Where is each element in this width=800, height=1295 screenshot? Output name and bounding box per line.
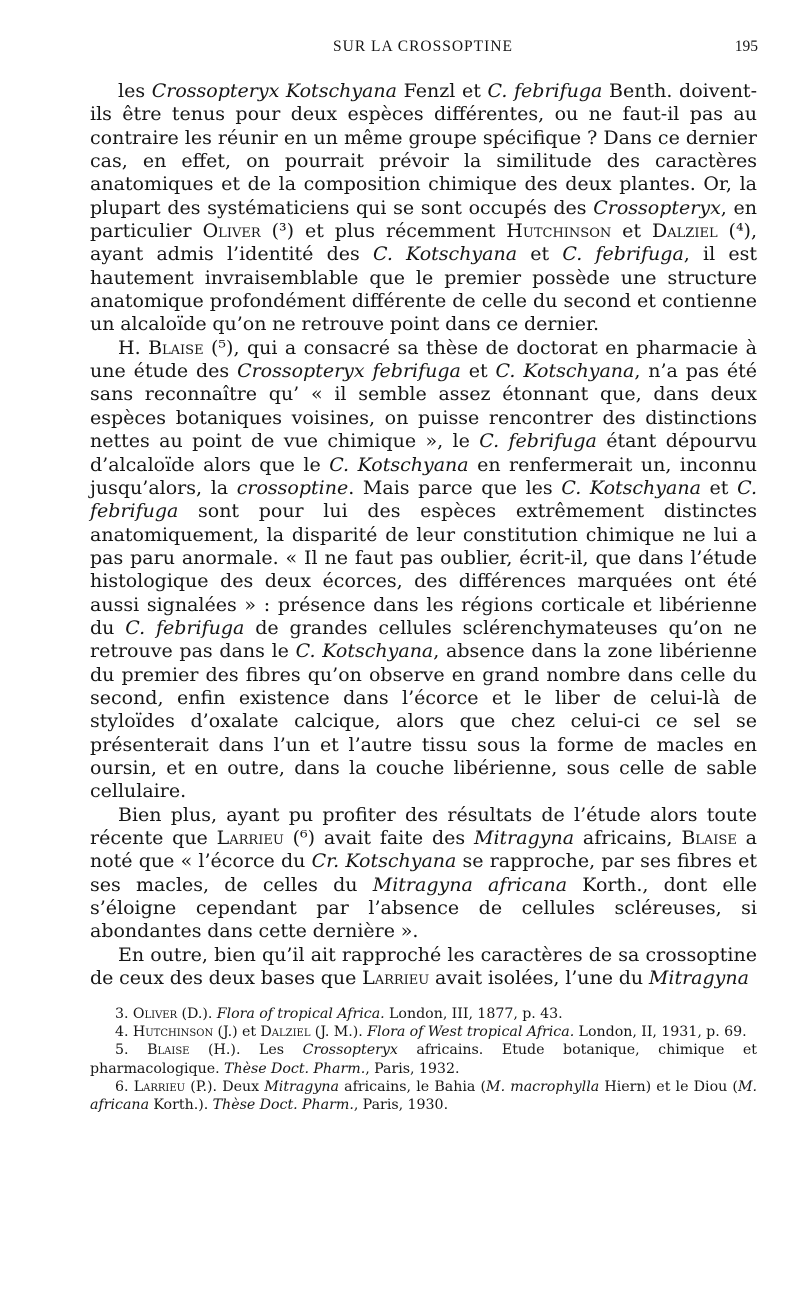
- text-run: , en particulier: [90, 196, 757, 243]
- italic-term: Mitragyna: [474, 827, 575, 849]
- italic-term: Mitragyna: [264, 1078, 339, 1095]
- italic-term: C. febrifuga: [90, 476, 758, 523]
- body-text: [90, 80, 757, 990]
- text-run: avait isolées, l’une du: [429, 967, 649, 990]
- italic-term: Thèse Doct. Pharm.: [224, 1060, 366, 1077]
- text-run: . Mais parce que les: [348, 476, 562, 499]
- text-run: 4.: [115, 1024, 133, 1041]
- text-run: 3.: [115, 1006, 133, 1022]
- text-run: africains. Etude botanique, chimique et pharmacologique.: [90, 1042, 758, 1077]
- text-run: sont pour lui des espèces extrêmement distinctes anatomiquement, la disparité de leur constitution chimique ne lui a pas paru anormale. « Il ne faut pas oublier, écrit-il, que dans l’étude histologique des deux écorces, des différences marquées ont été aussi signalées » : présence dans les régions corticale et libérienne du: [90, 500, 757, 639]
- italic-term: Cr. Kotschyana: [311, 850, 457, 873]
- italic-term: C. Kotschyana: [329, 453, 469, 476]
- italic-term: C. febrifuga: [487, 80, 603, 102]
- author-name: Larrieu: [362, 967, 430, 990]
- text-run: et: [517, 243, 563, 266]
- text-run: (J.) et: [213, 1024, 261, 1041]
- author-name: Larrieu: [216, 827, 284, 849]
- italic-term: crossoptine: [236, 476, 349, 499]
- paragraph-1: [90, 80, 757, 337]
- text-run: étant dépourvu d’alcaloïde alors que le: [90, 430, 758, 476]
- text-run: (⁴), ayant admis l’identité des: [90, 220, 758, 266]
- text-run: Benth. doivent-ils être tenus pour deux espèces différentes, ou ne faut-il pas au contraire les réunir en un même groupe spécifique ? Dans ce dernier cas, en effet, on pourrait prévoir la similitude des caractères anatomiques et de la composition chimique des deux plantes. Or, la plupart des systématiciens qui se sont occupés des: [90, 80, 757, 219]
- paragraph-4: [90, 944, 757, 991]
- italic-term: C. Kotschyana: [561, 476, 701, 499]
- italic-term: C. Kotschyana: [372, 243, 518, 266]
- author-name: Larrieu: [133, 1078, 186, 1095]
- text-run: les: [118, 80, 152, 102]
- footnote-6: [90, 1078, 757, 1114]
- text-run: H.: [118, 336, 149, 359]
- italic-term: Flora of West tropical Africa.: [367, 1024, 575, 1041]
- author-name: Blaise: [147, 1042, 190, 1059]
- text-run: , il est hautement invraisemblable que le premier possède une structure anatomique profondément différente de celle du second et contienne un alcaloïde qu’on ne retrouve point dans ce dernier.: [90, 243, 757, 336]
- author-name: Blaise: [148, 336, 204, 359]
- footnote-4: [90, 1023, 757, 1041]
- text-run: Bien plus, ayant pu profiter des résultats de l’étude alors toute récente que: [90, 803, 757, 849]
- author-name: Oliver: [202, 220, 261, 243]
- text-run: , Paris, 1932.: [365, 1060, 460, 1077]
- text-run: africains, le Bahia (: [338, 1078, 487, 1095]
- text-run: (D.).: [177, 1006, 217, 1022]
- italic-term: C. Kotschyana: [295, 640, 434, 663]
- text-run: africains,: [574, 827, 682, 849]
- text-run: et: [460, 360, 496, 383]
- italic-term: C. febrifuga: [479, 430, 597, 453]
- text-run: (J. M.).: [310, 1024, 368, 1041]
- text-run: se rapproche, par ses fibres et ses macles, de celles du: [90, 850, 757, 896]
- footnotes: [90, 1005, 757, 1114]
- italic-term: M. africana: [90, 1078, 758, 1114]
- author-name: Hutchinson: [506, 220, 612, 243]
- italic-term: Crossopteryx: [593, 196, 721, 219]
- italic-term: Mitragyna: [648, 967, 749, 990]
- author-name: Dalziel: [652, 220, 718, 243]
- running-title: SUR LA CROSSOPTINE: [333, 38, 513, 55]
- author-name: Hutchinson: [132, 1024, 214, 1041]
- text-run: 5.: [115, 1042, 148, 1059]
- italic-term: Flora of tropical Africa.: [216, 1006, 385, 1022]
- text-run: , Paris, 1930.: [353, 1097, 449, 1114]
- italic-term: Crossopteryx Kotschyana: [151, 80, 397, 102]
- footnote-3: [90, 1005, 757, 1023]
- text-run: (³) et plus récemment: [260, 220, 507, 243]
- text-run: de grandes cellules sclérenchymateuses qu’on ne retrouve pas dans le: [90, 616, 757, 663]
- page-number: 195: [734, 38, 758, 55]
- text-run: (⁵), qui a consacré sa thèse de doctorat en pharmacie à une étude des: [90, 336, 757, 383]
- italic-term: C. Kotschyana: [495, 360, 635, 383]
- text-run: London, II, 1931, p. 69.: [574, 1024, 747, 1041]
- text-run: 6.: [115, 1078, 134, 1095]
- text-run: Fenzl et: [396, 80, 488, 102]
- italic-term: M. macrophylla: [486, 1078, 600, 1095]
- author-name: Blaise: [681, 827, 737, 849]
- text-run: (P.). Deux: [185, 1078, 265, 1095]
- italic-term: Crossopteryx: [302, 1042, 398, 1059]
- text-run: a noté que « l’écorce du: [90, 827, 757, 873]
- text-run: , n’a pas été sans reconnaître qu’ « il semble assez étonnant que, dans deux espèces botaniques voisines, on puisse rencontrer des distinctions nettes au point de vue chimique », le: [90, 360, 758, 453]
- text-run: en renfermerait un, inconnu jusqu’alors, la: [90, 453, 757, 499]
- text-run: (⁶) avait faite des: [283, 827, 474, 849]
- text-run: et: [700, 476, 738, 499]
- italic-term: C. febrifuga: [562, 243, 684, 266]
- author-name: Oliver: [132, 1006, 178, 1022]
- italic-term: Thèse Doct. Pharm.: [212, 1097, 354, 1114]
- text-run: (H.). Les: [189, 1042, 303, 1059]
- paragraph-2: [90, 337, 757, 804]
- text-run: En outre, bien qu’il ait rapproché les caractères de sa crossoptine de ceux des deux bases que: [90, 943, 757, 990]
- paragraph-3: [90, 804, 757, 944]
- text-run: , absence dans la zone libérienne du premier des fibres qu’on observe en grand nombre dans celle du second, enfin existence dans l’écorce et le liber de celui-là de styloïdes d’oxalate calcique, alors que chez celui-ci ce sel se présenterait dans l’un et l’autre tissu sous la forme de macles en oursin, et en outre, dans la couche libérienne, sous celle de sable cellulaire.: [90, 640, 758, 803]
- italic-term: Mitragyna africana: [372, 873, 568, 896]
- running-header: [88, 38, 758, 62]
- italic-term: Crossopteryx febrifuga: [237, 360, 461, 383]
- text-run: Hiern) et le Diou (: [599, 1078, 738, 1095]
- text-run: London, III, 1877, p. 43.: [384, 1006, 563, 1022]
- text-run: Korth.).: [149, 1097, 213, 1114]
- footnote-5: [90, 1041, 757, 1077]
- author-name: Dalziel: [260, 1024, 311, 1041]
- italic-term: C. febrifuga: [125, 616, 245, 639]
- text-run: et: [611, 220, 653, 243]
- text-run: Korth., dont elle s’éloigne cependant par l’absence de cellules scléreuses, si abondantes dans cette dernière ».: [90, 873, 757, 943]
